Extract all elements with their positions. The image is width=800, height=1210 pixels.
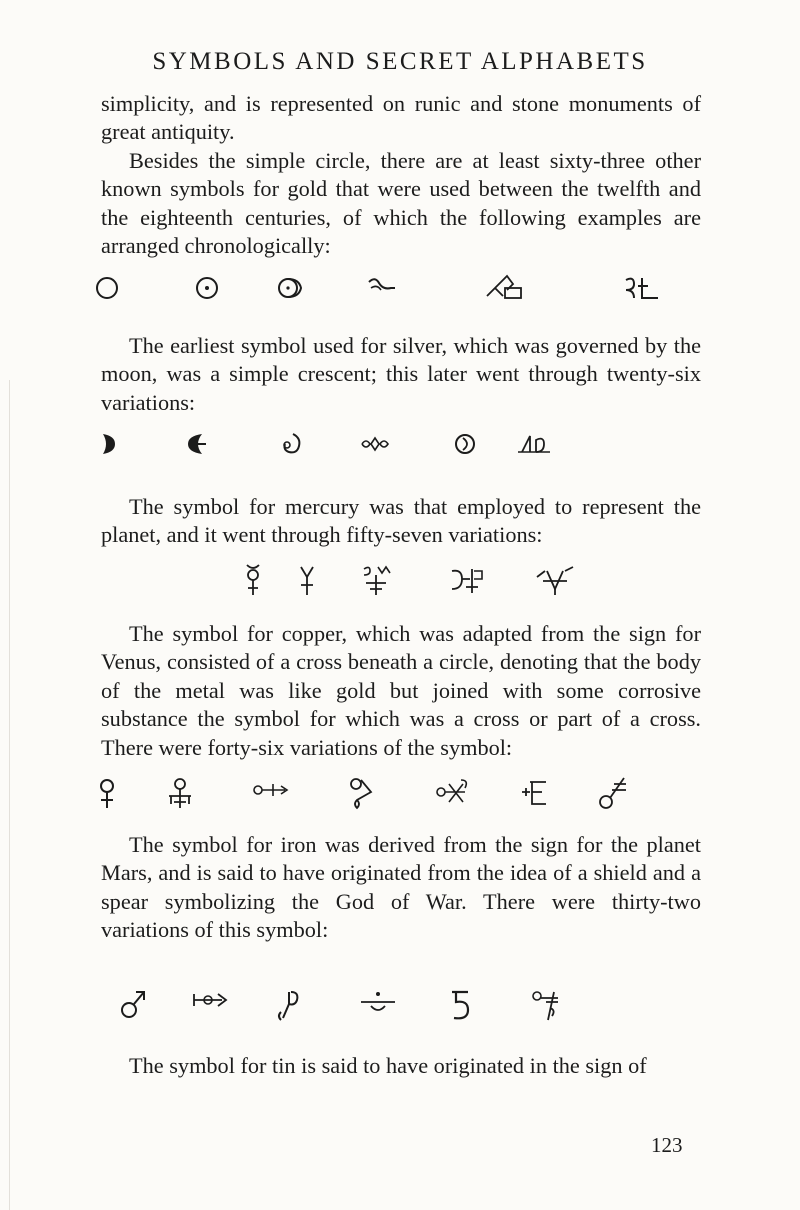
gold-variant-6-icon — [612, 268, 672, 304]
copper-variant-5-icon — [422, 770, 482, 810]
gold-variant-5-icon — [475, 268, 535, 304]
mercury-variant-5-icon — [525, 557, 585, 597]
silver-variant-4-icon — [345, 424, 405, 458]
gold-variant-1-icon — [77, 268, 137, 302]
copper-symbols-row — [101, 770, 701, 810]
mercury-variant-2-icon — [277, 557, 337, 597]
copper-variant-3-icon — [240, 770, 300, 806]
silver-variant-6-icon — [505, 424, 565, 458]
gold-variant-3-icon — [262, 268, 322, 302]
copper-variant-7-icon — [583, 770, 643, 814]
running-header: SYMBOLS AND SECRET ALPHABETS — [152, 48, 648, 75]
copper-variant-1-icon — [77, 770, 137, 810]
iron-variant-3-icon — [258, 982, 318, 1022]
mercury-variant-3-icon — [346, 557, 406, 597]
iron-variant-4-icon — [348, 982, 408, 1016]
page-number: 123 — [651, 1133, 683, 1157]
gold-variant-2-icon — [177, 268, 237, 302]
paragraph-iron: The symbol for iron was derived from the sign for the planet Mars, and is said to have originated from the idea of a shield and a spear symbolizing the God of War. There were thirty-two variations of this symbol: — [101, 832, 701, 943]
gold-symbols-row — [101, 268, 701, 308]
mercury-variant-4-icon — [438, 557, 498, 597]
iron-variant-2-icon — [181, 982, 241, 1012]
iron-variant-6-icon — [515, 982, 575, 1022]
paragraph-copper: The symbol for copper, which was adapted from the sign for Venus, consisted of a cross beneath a circle, denoting that the body of the metal was like gold but joined with some corrosive substance the symbol for which was a cross or part of a cross. There were forty-six variations of the symbol: — [101, 621, 701, 760]
silver-variant-5-icon — [435, 424, 495, 458]
silver-symbols-row — [101, 424, 701, 464]
silver-variant-2-icon — [167, 424, 227, 458]
paragraph-tin: The symbol for tin is said to have originated in the sign of — [129, 1053, 647, 1078]
page-edge-shadow — [9, 380, 10, 1210]
gold-variant-4-icon — [352, 268, 412, 302]
iron-variant-5-icon — [430, 982, 490, 1022]
silver-variant-1-icon — [77, 424, 137, 458]
paragraph-gold: Besides the simple circle, there are at least sixty-three other known symbols for gold that were used between the twelfth and the eighteenth centuries, of which the following examples are arranged chronologically: — [101, 148, 701, 259]
paragraph-1: simplicity, and is represented on runic and stone monuments of great antiquity. — [101, 91, 701, 145]
copper-variant-6-icon — [503, 770, 563, 810]
copper-variant-2-icon — [150, 770, 210, 810]
copper-variant-4-icon — [331, 770, 391, 810]
mercury-variant-1-icon — [223, 557, 283, 597]
mercury-symbols-row — [101, 557, 701, 597]
paragraph-silver: The earliest symbol used for silver, which was governed by the moon, was a simple crescent; this later went through twenty-six variations: — [101, 333, 701, 415]
silver-variant-3-icon — [261, 424, 321, 458]
paragraph-mercury: The symbol for mercury was that employed to represent the planet, and it went through fifty-seven variations: — [101, 494, 701, 548]
iron-variant-1-icon — [103, 982, 163, 1022]
iron-symbols-row — [101, 982, 701, 1022]
